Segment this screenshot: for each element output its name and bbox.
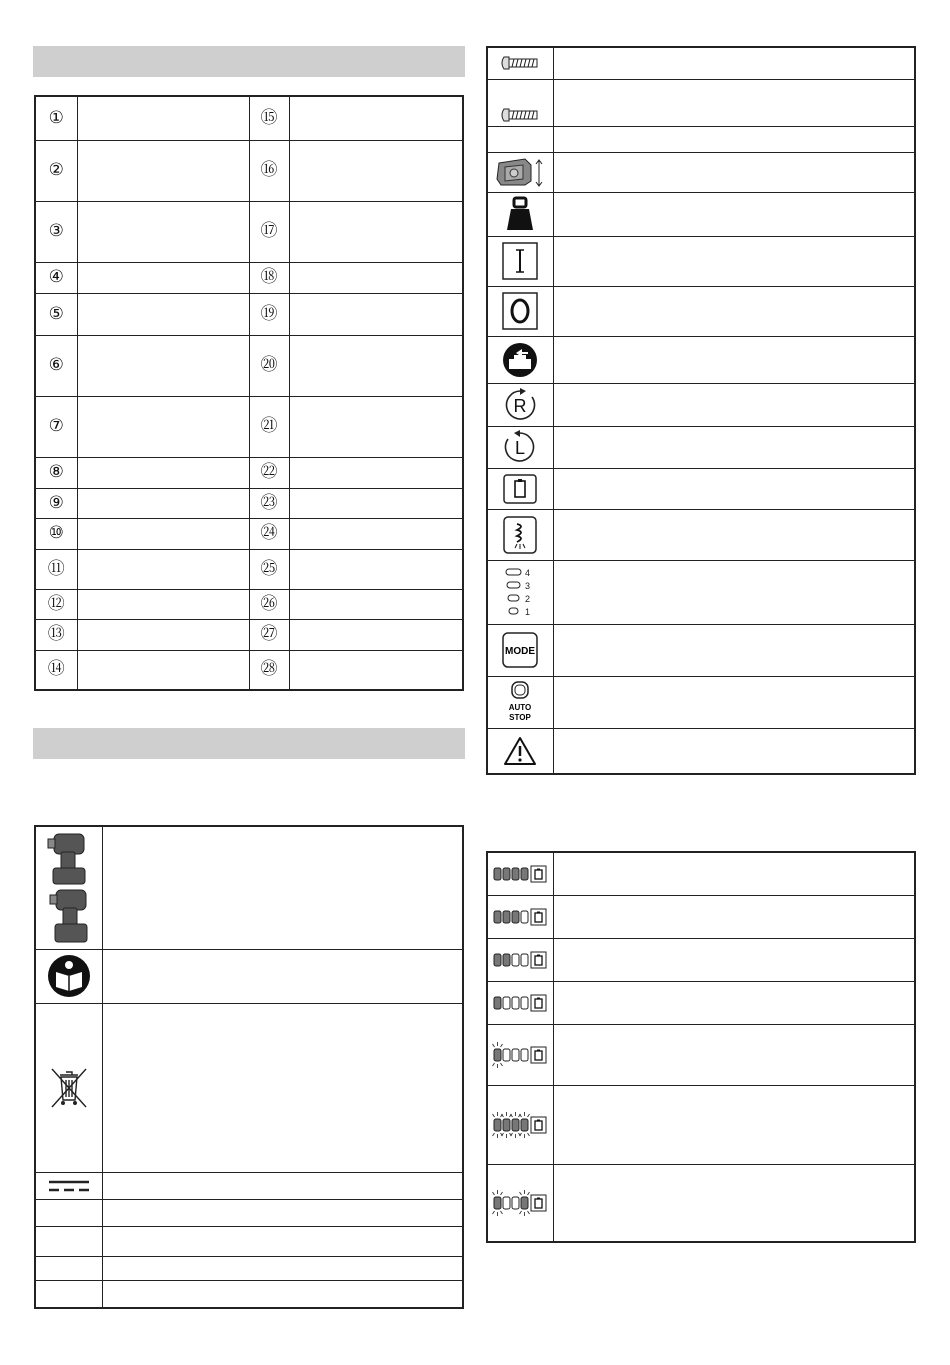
part-name-right xyxy=(289,293,463,335)
battery-charging-icon xyxy=(487,336,553,383)
part-name-left xyxy=(77,488,249,518)
bolt-small-icon xyxy=(487,79,553,126)
parts-row xyxy=(35,650,463,690)
indicator-description xyxy=(553,1164,915,1242)
battery-indicator-icon xyxy=(487,1024,553,1085)
parts-row xyxy=(35,549,463,589)
battery-indicator-table xyxy=(486,851,916,1243)
weight-icon xyxy=(487,192,553,236)
part-number-left: ⑤ xyxy=(35,293,77,335)
part-number-right: ㉒ xyxy=(249,457,289,488)
symbols-table-left xyxy=(34,825,464,1309)
crossed-out-bin-icon xyxy=(35,1003,102,1172)
indicator-description xyxy=(553,938,915,981)
off-switch-icon xyxy=(487,286,553,336)
part-name-right xyxy=(289,457,463,488)
part-name-left xyxy=(77,201,249,262)
part-number-right: ㉓ xyxy=(249,488,289,518)
part-name-left xyxy=(77,619,249,650)
drill-mode-icon xyxy=(487,509,553,560)
rotation-left-icon xyxy=(487,426,553,468)
parts-row xyxy=(35,518,463,549)
part-number-right: ⑰ xyxy=(249,201,289,262)
part-name-left xyxy=(77,518,249,549)
level-1-label: 1 xyxy=(525,607,531,617)
part-name-right xyxy=(289,335,463,396)
part-name-left xyxy=(77,396,249,457)
part-number-left: ⑩ xyxy=(35,518,77,549)
indicator-row xyxy=(487,1085,915,1164)
part-number-left: ⑭ xyxy=(35,650,77,690)
part-name-right xyxy=(289,262,463,293)
part-number-left: ⑧ xyxy=(35,457,77,488)
symbol-row-blank xyxy=(35,1256,102,1280)
battery-indicator-icon xyxy=(487,981,553,1024)
battery-indicator-icon xyxy=(487,1085,553,1164)
indicator-description xyxy=(553,852,915,895)
part-name-right xyxy=(289,488,463,518)
part-number-left: ⑨ xyxy=(35,488,77,518)
parts-row xyxy=(35,335,463,396)
rotation-right-icon xyxy=(487,383,553,426)
section-header-bar-2 xyxy=(33,728,465,759)
parts-row xyxy=(35,457,463,488)
auto-label: AUTO xyxy=(508,703,532,712)
indicator-row xyxy=(487,895,915,938)
part-number-left: ④ xyxy=(35,262,77,293)
part-number-left: ① xyxy=(35,96,77,140)
svg-text:R: R xyxy=(513,395,527,416)
bolt-icon xyxy=(487,47,553,79)
part-number-left: ⑫ xyxy=(35,589,77,619)
parts-row xyxy=(35,201,463,262)
part-name-right xyxy=(289,518,463,549)
symbol-row-blank xyxy=(35,1226,102,1256)
part-name-right xyxy=(289,589,463,619)
symbol-row-blank xyxy=(487,126,553,152)
battery-icon xyxy=(487,468,553,509)
part-name-left xyxy=(77,650,249,690)
parts-row xyxy=(35,589,463,619)
part-number-right: ㉕ xyxy=(249,549,289,589)
auto-stop-icon xyxy=(487,676,553,728)
part-name-right xyxy=(289,140,463,201)
indicator-description xyxy=(553,1024,915,1085)
part-name-right xyxy=(289,201,463,262)
part-name-left xyxy=(77,589,249,619)
battery-indicator-icon xyxy=(487,852,553,895)
symbol-row-blank xyxy=(35,1280,102,1308)
part-name-left xyxy=(77,262,249,293)
indicator-description xyxy=(553,895,915,938)
part-number-left: ③ xyxy=(35,201,77,262)
part-number-right: ㉖ xyxy=(249,589,289,619)
battery-indicator-icon xyxy=(487,895,553,938)
nut-size-icon xyxy=(487,152,553,192)
part-number-right: ⑮ xyxy=(249,96,289,140)
parts-row xyxy=(35,293,463,335)
symbol-row-blank xyxy=(35,1199,102,1226)
section-header-bar-1 xyxy=(33,46,465,77)
indicator-row xyxy=(487,852,915,895)
indicator-row xyxy=(487,1164,915,1242)
mode-button-icon xyxy=(487,624,553,676)
part-name-right xyxy=(289,96,463,140)
parts-row xyxy=(35,140,463,201)
part-number-left: ② xyxy=(35,140,77,201)
part-number-right: ⑳ xyxy=(249,335,289,396)
part-name-left xyxy=(77,335,249,396)
warning-icon xyxy=(487,728,553,774)
indicator-description xyxy=(553,981,915,1024)
part-name-left xyxy=(77,457,249,488)
part-number-left: ⑬ xyxy=(35,619,77,650)
level-bars-icon xyxy=(487,560,553,624)
mode-label: MODE xyxy=(505,646,536,657)
part-number-right: ⑲ xyxy=(249,293,289,335)
stop-label: STOP xyxy=(509,713,532,722)
part-number-left: ⑥ xyxy=(35,335,77,396)
level-2-label: 2 xyxy=(525,594,531,604)
part-name-right xyxy=(289,396,463,457)
svg-text:L: L xyxy=(515,438,526,458)
indicator-description xyxy=(553,1085,915,1164)
symbols-table-right xyxy=(486,46,916,775)
part-name-left xyxy=(77,549,249,589)
parts-row xyxy=(35,619,463,650)
part-number-right: ㉑ xyxy=(249,396,289,457)
part-name-right xyxy=(289,549,463,589)
parts-row xyxy=(35,262,463,293)
part-number-left: ⑦ xyxy=(35,396,77,457)
on-switch-icon xyxy=(487,236,553,286)
battery-indicator-icon xyxy=(487,1164,553,1242)
indicator-row xyxy=(487,938,915,981)
level-4-label: 4 xyxy=(525,568,531,578)
parts-row xyxy=(35,488,463,518)
part-number-right: ㉗ xyxy=(249,619,289,650)
read-manual-icon xyxy=(35,949,102,1003)
part-name-left xyxy=(77,96,249,140)
part-name-left xyxy=(77,140,249,201)
indicator-row xyxy=(487,981,915,1024)
part-name-left xyxy=(77,293,249,335)
impact-wrench-tool-icon xyxy=(35,826,102,949)
part-name-right xyxy=(289,619,463,650)
direct-current-icon xyxy=(35,1172,102,1199)
parts-row xyxy=(35,96,463,140)
part-number-right: ㉔ xyxy=(249,518,289,549)
battery-indicator-icon xyxy=(487,938,553,981)
part-number-right: ⑱ xyxy=(249,262,289,293)
parts-list-table xyxy=(34,95,464,691)
part-number-left: ⑪ xyxy=(35,549,77,589)
part-name-right xyxy=(289,650,463,690)
part-number-right: ㉘ xyxy=(249,650,289,690)
parts-row xyxy=(35,396,463,457)
part-number-right: ⑯ xyxy=(249,140,289,201)
indicator-row xyxy=(487,1024,915,1085)
level-3-label: 3 xyxy=(525,581,531,591)
